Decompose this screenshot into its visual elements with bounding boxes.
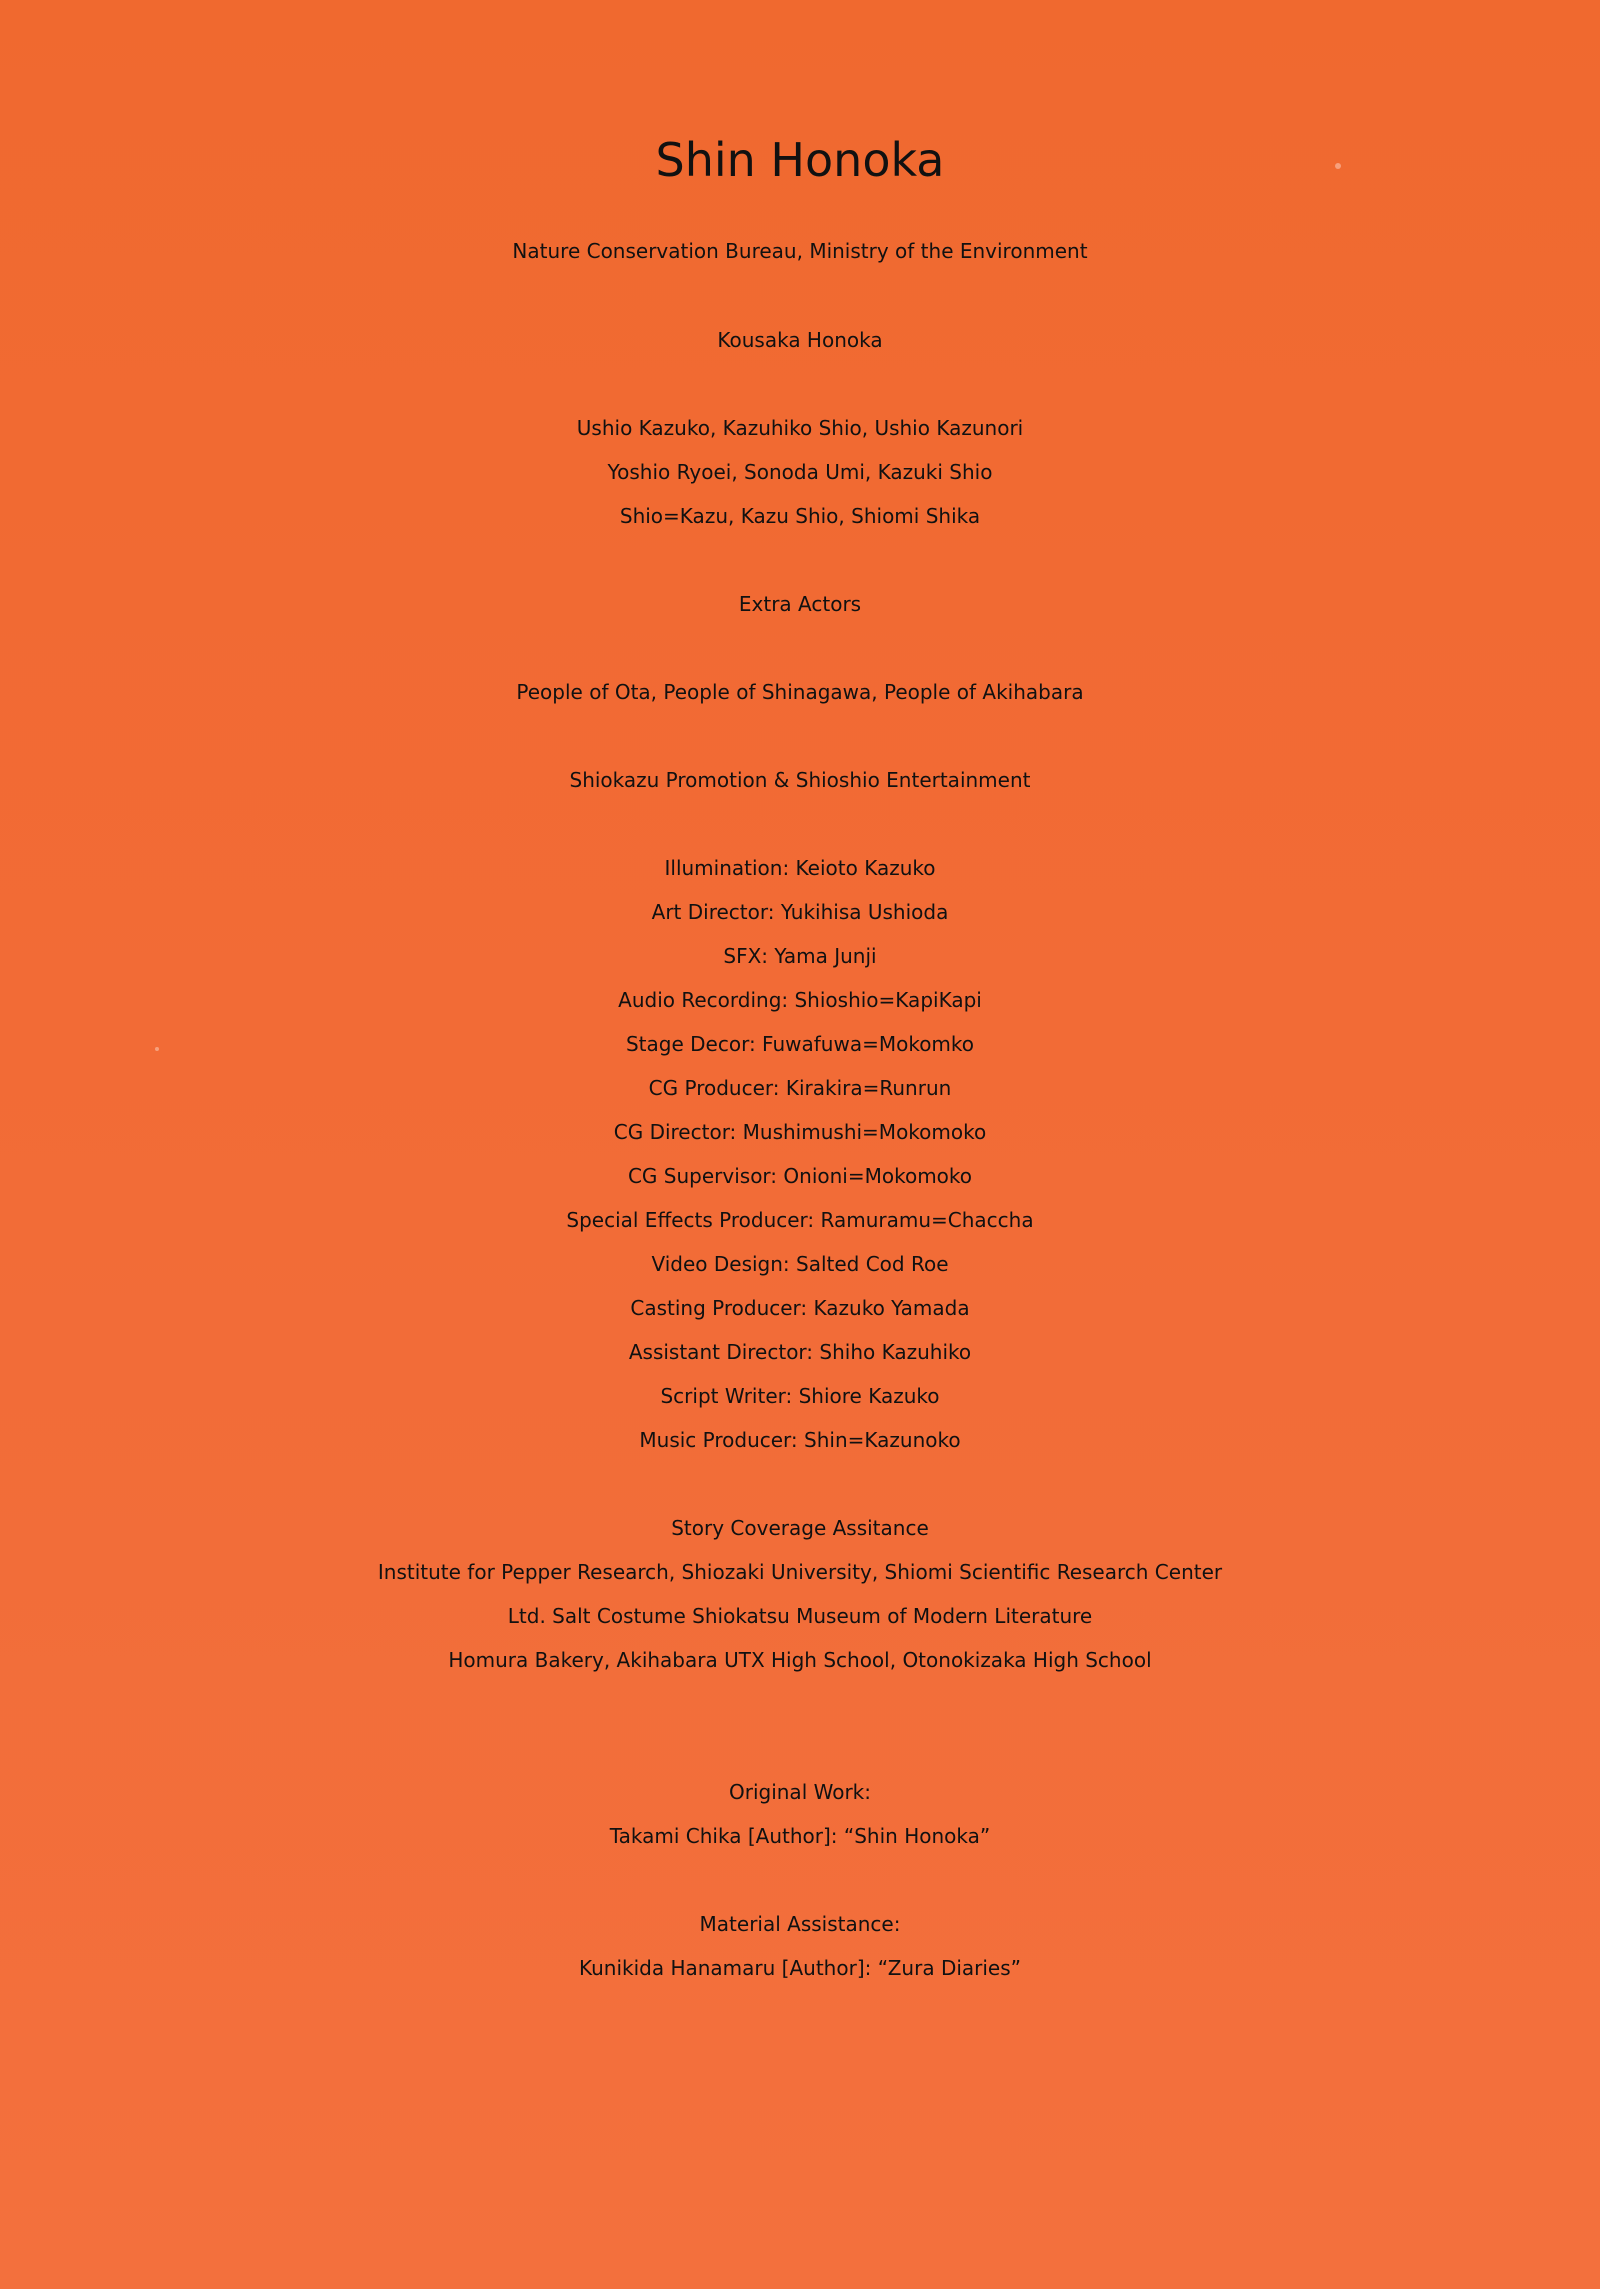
credit-line: Material Assistance: bbox=[699, 1912, 901, 1936]
credit-line: Story Coverage Assitance bbox=[671, 1516, 929, 1540]
credit-line: Kousaka Honoka bbox=[717, 328, 883, 352]
credit-line: Audio Recording: Shioshio=KapiKapi bbox=[618, 988, 982, 1012]
credit-line: Shio=Kazu, Kazu Shio, Shiomi Shika bbox=[619, 504, 981, 528]
credit-line: SFX: Yama Junji bbox=[723, 944, 877, 968]
credit-line: Yoshio Ryoei, Sonoda Umi, Kazuki Shio bbox=[607, 460, 993, 484]
credit-line: Special Effects Producer: Ramuramu=Chaccha bbox=[566, 1208, 1034, 1232]
credit-line: Original Work: bbox=[728, 1780, 871, 1804]
paper-speck bbox=[155, 1047, 159, 1051]
page-title: Shin Honoka bbox=[655, 133, 945, 187]
credit-line: CG Supervisor: Onioni=Mokomoko bbox=[627, 1164, 973, 1188]
credit-line: Homura Bakery, Akihabara UTX High School, Otonokizaka High School bbox=[448, 1648, 1152, 1672]
credit-line: Stage Decor: Fuwafuwa=Mokomko bbox=[625, 1032, 975, 1056]
credit-line: Video Design: Salted Cod Roe bbox=[651, 1252, 949, 1276]
credit-line: CG Director: Mushimushi=Mokomoko bbox=[613, 1120, 987, 1144]
credit-line: Takami Chika [Author]: “Shin Honoka” bbox=[609, 1824, 991, 1848]
credit-line: Kunikida Hanamaru [Author]: “Zura Diaries” bbox=[578, 1956, 1022, 1980]
credit-line: Art Director: Yukihisa Ushioda bbox=[651, 900, 949, 924]
credit-line: Extra Actors bbox=[738, 592, 862, 616]
credit-line: Ushio Kazuko, Kazuhiko Shio, Ushio Kazunori bbox=[576, 416, 1024, 440]
credit-line: Casting Producer: Kazuko Yamada bbox=[630, 1296, 970, 1320]
credit-line: Music Producer: Shin=Kazunoko bbox=[639, 1428, 961, 1452]
credit-line: Assistant Director: Shiho Kazuhiko bbox=[628, 1340, 972, 1364]
credit-line: Illumination: Keioto Kazuko bbox=[664, 856, 936, 880]
credit-line: CG Producer: Kirakira=Runrun bbox=[648, 1076, 952, 1100]
paper-speck bbox=[1335, 163, 1341, 169]
credit-line: Institute for Pepper Research, Shiozaki University, Shiomi Scientific Research Center bbox=[377, 1560, 1223, 1584]
credit-line: Shiokazu Promotion & Shioshio Entertainment bbox=[569, 768, 1031, 792]
credit-line: Nature Conservation Bureau, Ministry of the Environment bbox=[512, 239, 1088, 263]
credit-line: People of Ota, People of Shinagawa, People of Akihabara bbox=[516, 680, 1084, 704]
credit-line: Script Writer: Shiore Kazuko bbox=[660, 1384, 940, 1408]
credit-line: Ltd. Salt Costume Shiokatsu Museum of Modern Literature bbox=[507, 1604, 1093, 1628]
